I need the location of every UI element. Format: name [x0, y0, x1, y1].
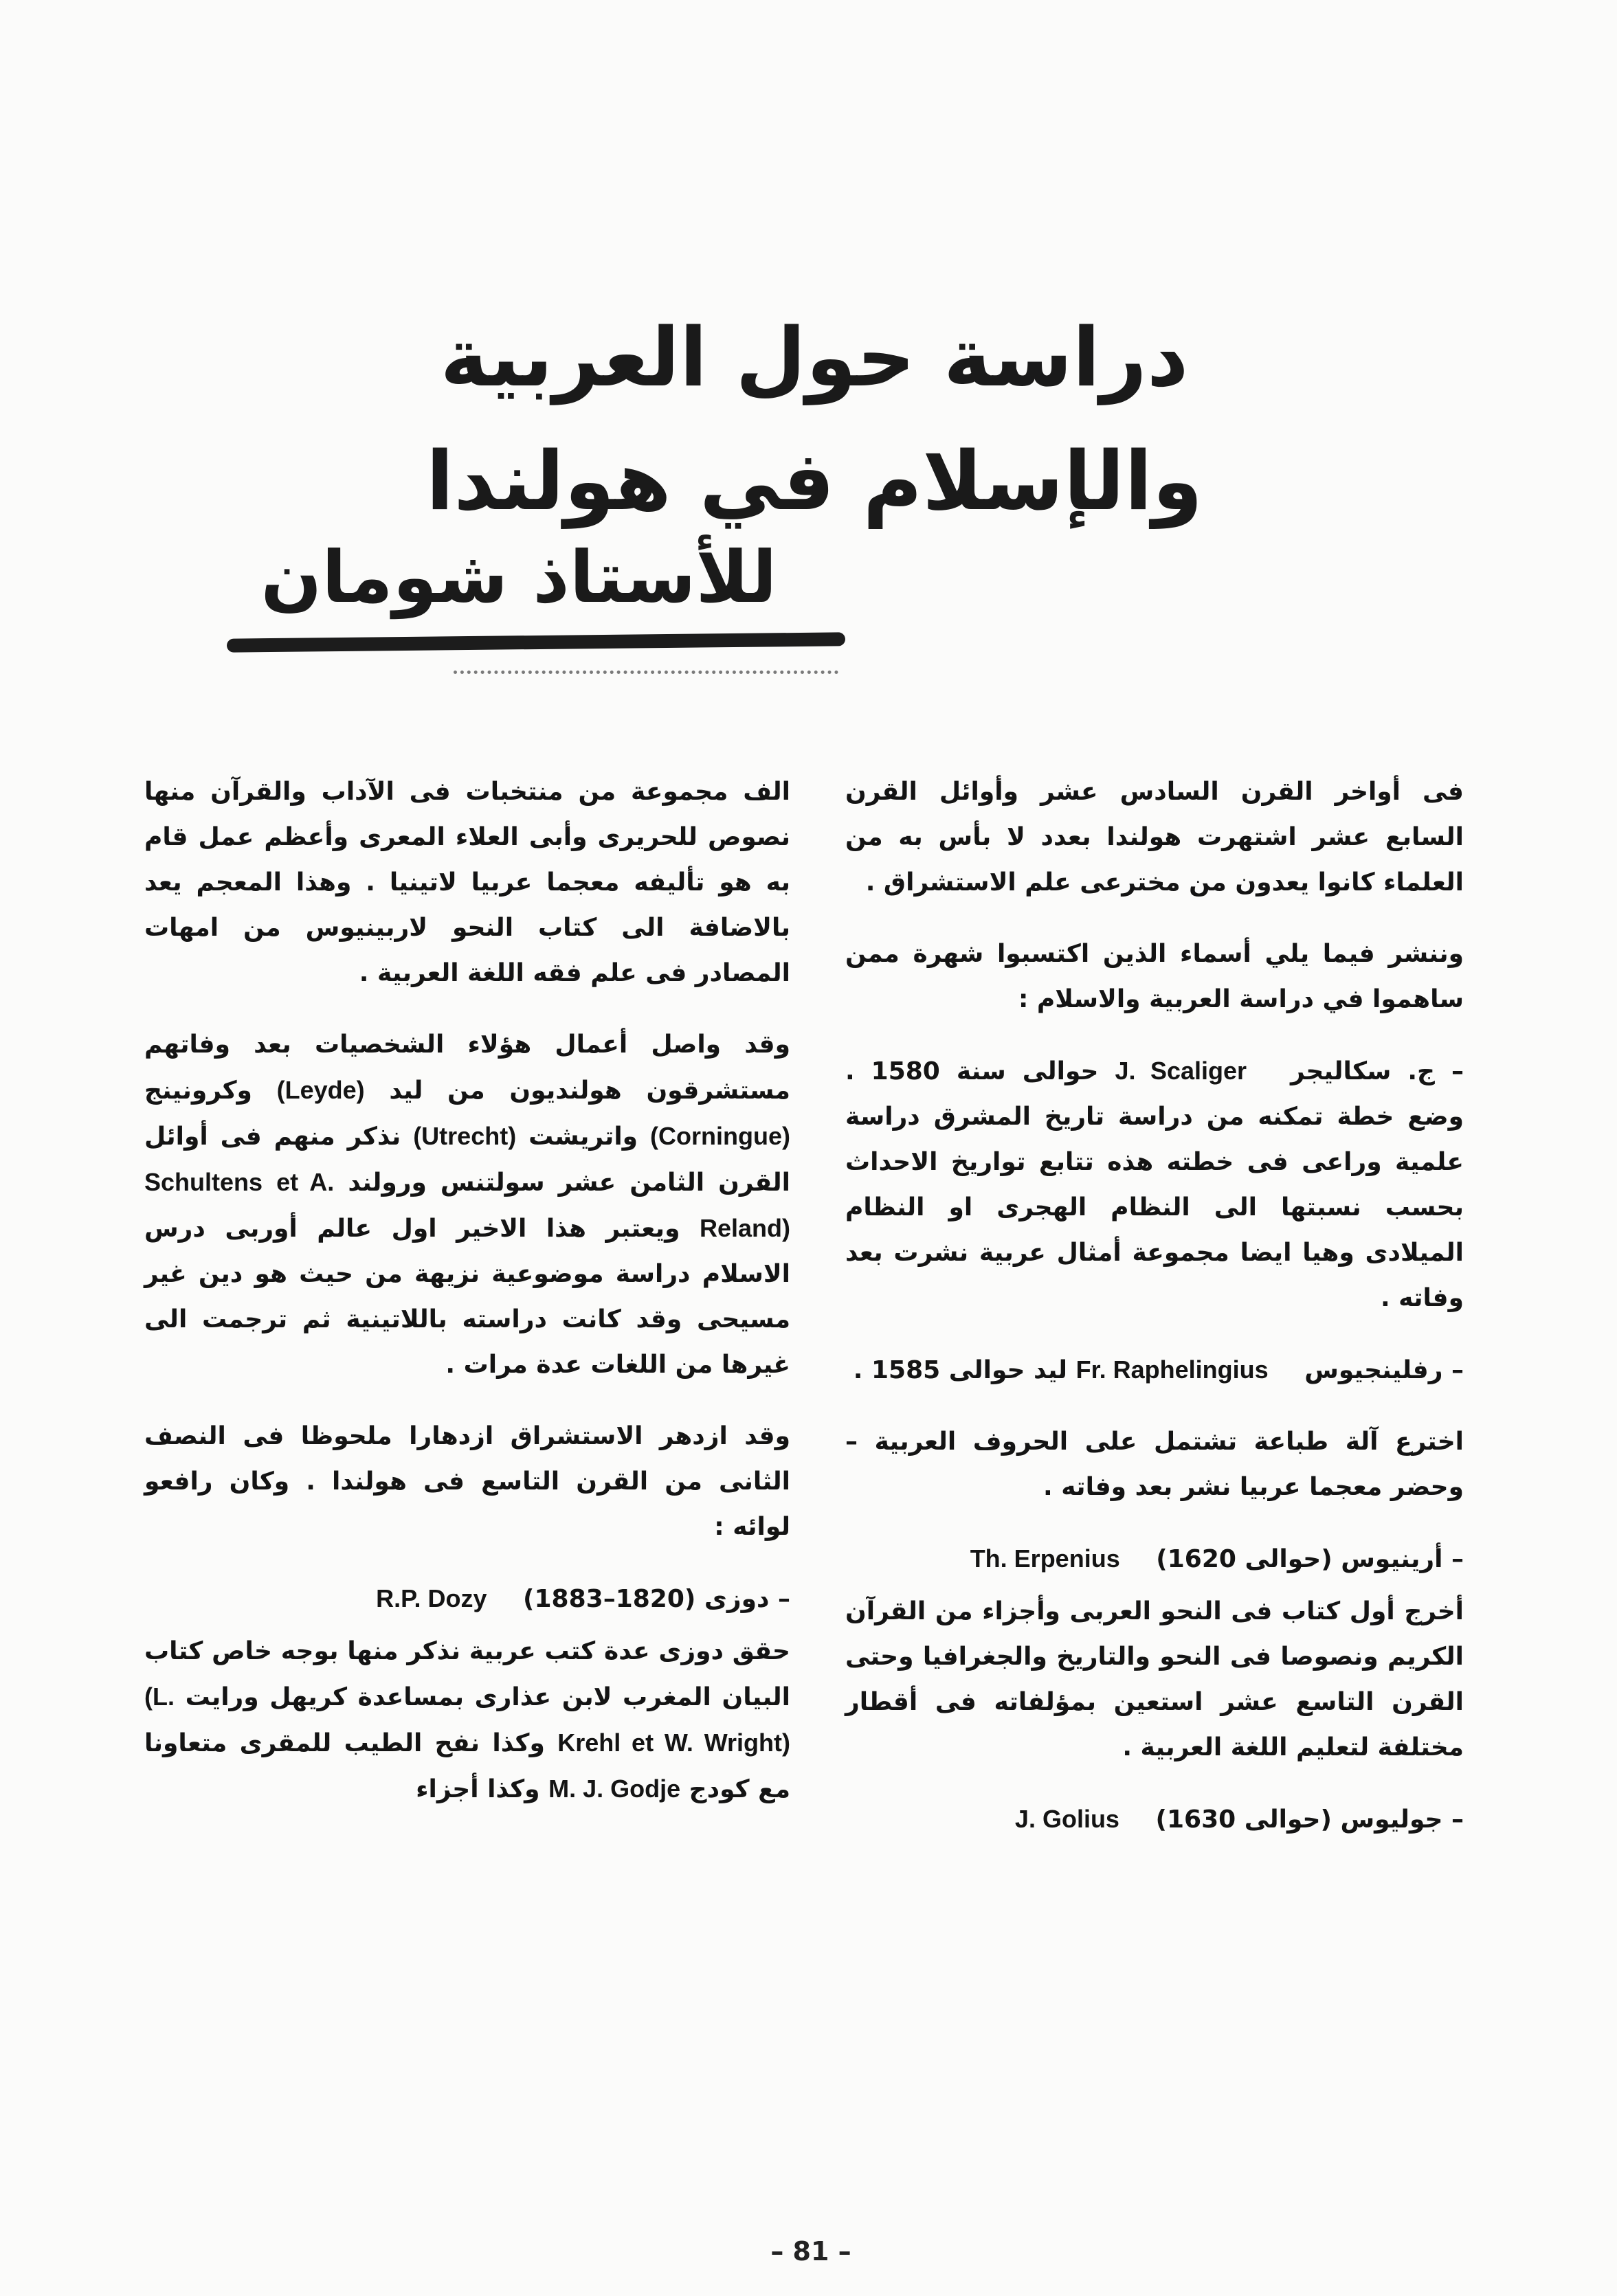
p4-krehl-wright: (L. Krehl et W. Wright) [144, 1682, 790, 1757]
left-paragraph-2 [144, 1022, 790, 1388]
entry-scaliger [845, 1048, 1464, 1321]
entry-golius-arabic: – جوليوس (حوالى 1630) [1155, 1805, 1464, 1834]
p2-text-1: وقد واصل أعمال هؤلاء الشخصيات بعد وفاتهم مستشرقون هولنديون من ليد [144, 1031, 790, 1105]
entry-raphelingius-latin: Fr. Raphelingius [1075, 1355, 1269, 1384]
entry-scaliger-body: 1580 . وضع خطة تمكنه من دراسة تاريخ المشرق دراسة علمية وراعى فى خطته هذه تتابع تواريخ الاحداث بحسب نسبتها الى النظام الهجرى او النظام الميلادى وهيا ايضا مجموعة أمثال عربية نشرت بعد وفاته . [845, 1057, 1464, 1312]
right-paragraph-2: وننشر فيما يلي أسماء الذين اكتسبوا شهرة ممن ساهموا في دراسة العربية والاسلام : [845, 940, 1464, 1013]
entry-dozy-latin: R.P. Dozy [376, 1584, 487, 1612]
p2-utrecht: (Utrecht) [413, 1122, 517, 1150]
p2-schultens: Schultens [144, 1168, 263, 1196]
entry-raphelingius-date: ليد حوالى 1585 . [853, 1356, 1068, 1384]
article-title: دراسة حول العربية والإسلام في هولندا [425, 310, 1203, 528]
left-paragraph-4 [144, 1629, 790, 1812]
entry-scaliger-arabic: – ج. سكاليجر [1291, 1057, 1464, 1085]
entry-dozy [144, 1576, 790, 1622]
p4-text-1: حقق دوزى عدة كتب عربية نذكر منها بوجه خاص كتاب البيان المغرب لابن عذارى بمساعدة كريهل ورايت [144, 1637, 790, 1711]
entry-golius [845, 1797, 1464, 1843]
right-paragraph-1: فى أواخر القرن السادس عشر وأوائل القرن السابع عشر اشتهرت هولندا بعدد لا بأس به من العلماء كانوا يعدون من مخترعى علم الاستشراق . [845, 778, 1464, 897]
entry-golius-latin: J. Golius [1014, 1805, 1119, 1833]
title-underline [227, 632, 845, 652]
p2-text-4: نذكر منهم فى أوائل القرن الثامن عشر سولتنس ورولند [144, 1123, 790, 1197]
entry-raphelingius [845, 1347, 1464, 1393]
entry-raphelingius-body: اخترع آلة طباعة تشتمل على الحروف العربية – وحضر معجما عربيا نشر بعد وفاته . [845, 1428, 1464, 1501]
entry-scaliger-date: حوالى سنة [956, 1057, 1099, 1085]
entry-erpenius-body: أخرج أول كتاب فى النحو العربى وأجزاء من القرآن الكريم ونصوصا فى النحو والتاريخ والجغرافيا وحتى القرن التاسع عشر استعين بمؤلفاته فى أقطار مختلفة لتعليم اللغة العربية . [845, 1597, 1464, 1762]
p2-reland: et A. Reland) [276, 1168, 790, 1242]
entry-erpenius-latin: Th. Erpenius [970, 1544, 1120, 1573]
entry-erpenius-arabic: – أرينيوس (حوالى 1620) [1156, 1545, 1464, 1573]
entry-erpenius [845, 1536, 1464, 1582]
p2-leyde: (Leyde) [276, 1076, 365, 1104]
left-paragraph-3: وقد ازدهر الاستشراق ازدهارا ملحوظا فى النصف الثانى من القرن التاسع فى هولندا . وكان رافعو لوائه : [144, 1422, 790, 1541]
p2-text-2: وكرونينج [144, 1077, 252, 1105]
author-byline: للأستاذ شومان [260, 535, 777, 619]
entry-scaliger-latin: J. Scaliger [1115, 1057, 1247, 1085]
p2-corningue: (Corningue) [650, 1122, 790, 1150]
p4-text-3: وكذا أجزاء [416, 1775, 540, 1803]
dotted-rule [454, 671, 838, 674]
p4-text-2: وكذا نفح الطيب للمقرى متعاونا مع كودج [144, 1729, 790, 1803]
entry-raphelingius-arabic: – رفلينجيوس [1304, 1356, 1464, 1384]
p4-godje: M. J. Godje [548, 1775, 681, 1803]
left-paragraph-1: الف مجموعة من منتخبات فى الآداب والقرآن منها نصوص للحريرى وأبى العلاء المعرى وأعظم عمل قام به هو تأليفه معجما عربيا لاتينيا . وهذا المعجم يعد بالاضافة الى كتاب النحو لاربينيوس من امهات المصادر فى علم فقه اللغة العربية . [144, 778, 790, 987]
right-column [845, 769, 1464, 1849]
left-column [144, 769, 790, 1838]
p2-text-3: واتريشت [528, 1123, 638, 1151]
p2-text-5: ويعتبر هذا الاخير اول عالم أوربى درس الاسلام دراسة موضوعية نزيهة من حيث هو دين غير مسيحى وقد كانت دراسته باللاتينية ثم ترجمت الى غيرها من اللغات عدة مرات . [144, 1215, 790, 1379]
page-number: – 81 – [770, 2236, 851, 2266]
entry-dozy-arabic: – دوزى (1820–1883) [523, 1585, 790, 1613]
